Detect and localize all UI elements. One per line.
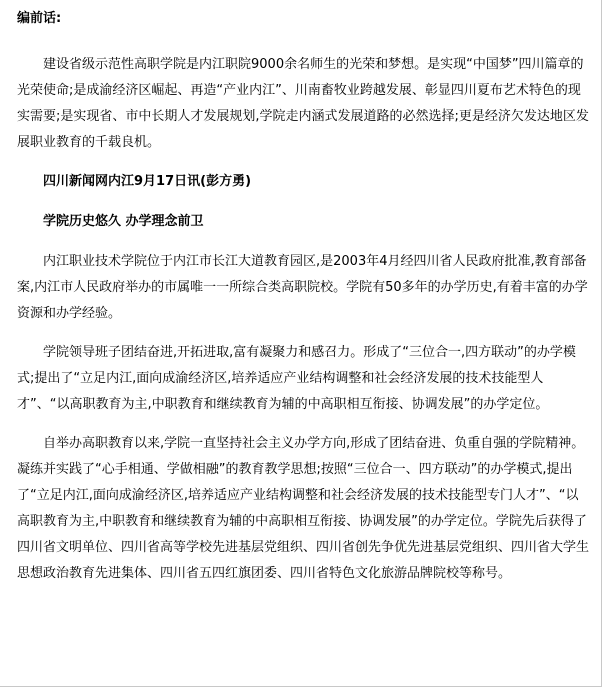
article-paragraph-2: 学院领导班子团结奋进,开拓进取,富有凝聚力和感召力。形成了“三位合一,四方联动”的办学模式;提出了“立足内江,面向成渝经济区,培养适应产业结构调整和社会经济发展的技术技能型人才”、“以高职教育为主,中职教育和继续教育为辅的中高职相互衔接、协调发展”的办学定位。 [17, 345, 576, 412]
news-dateline: 四川新闻网内江9月17日讯(彭方勇) [43, 174, 252, 189]
section-title: 学院历史悠久 办学理念前卫 [43, 214, 204, 229]
editor-note-heading: 编前话: [17, 11, 62, 26]
article-paragraph-1: 内江职业技术学院位于内江市长江大道教育园区,是2003年4月经四川省人民政府批准,教育部备案,内江市人民政府举办的市属唯一一所综合类高职院校。学院有50多年的办学历史,有着丰富的办学资源和办学经验。 [17, 254, 588, 321]
editor-note-paragraph: 建设省级示范性高职学院是内江职院9000余名师生的光荣和梦想。是实现“中国梦”四川篇章的光荣使命;是成渝经济区崛起、再造“产业内江”、川南畜牧业跨越发展、彰显四川夏布艺术特色的现实需要;是实现省、市中长期人才发展规划,学院走内涵式发展道路的必然选择;更是经济欠发达地区发展职业教育的千载良机。 [17, 57, 589, 150]
article-body [17, 6, 589, 600]
article-paragraph-3: 自举办高职教育以来,学院一直坚持社会主义办学方向,形成了团结奋进、负重自强的学院精神。凝练并实践了“心手相通、学做相融”的教育教学思想;按照“三位合一、四方联动”的办学模式,提出了“立足内江,面向成渝经济区,培养适应产业结构调整和社会经济发展的技术技能型专门人才”、“以高职教育为主,中职教育和继续教育为辅的中高职相互衔接、协调发展”的办学定位。学院先后获得了四川省文明单位、四川省高等学校先进基层党组织、四川省创先争优先进基层党组织、四川省大学生思想政治教育先进集体、四川省五四红旗团委、四川省特色文化旅游品牌院校等称号。 [17, 436, 590, 581]
